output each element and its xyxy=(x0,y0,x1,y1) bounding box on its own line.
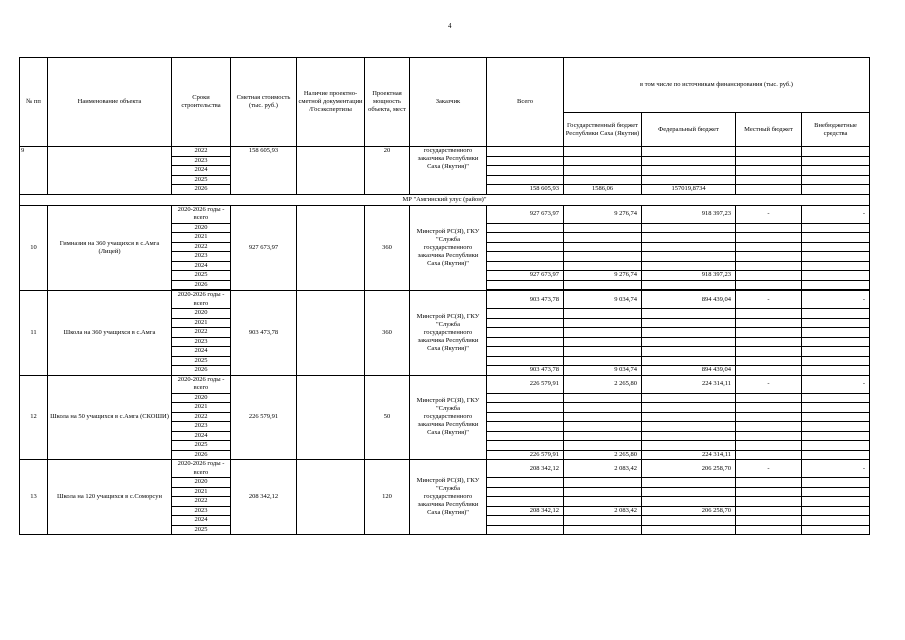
obj-year: 2024 xyxy=(172,516,231,526)
obj-design-docs xyxy=(297,375,365,460)
obj-year: 2020 xyxy=(172,478,231,488)
obj-year: 2020 xyxy=(172,393,231,403)
obj-extra: - xyxy=(802,375,870,393)
header-num: № пп xyxy=(20,58,48,147)
obj-cost: 903 473,78 xyxy=(231,291,297,376)
row9-year: 2024 xyxy=(172,166,231,176)
row9-year: 2026 xyxy=(172,185,231,195)
obj-state: 9 276,74 xyxy=(564,205,642,223)
obj-num: 13 xyxy=(20,460,48,535)
obj-year: 2021 xyxy=(172,487,231,497)
header-capacity: Проектная мощность объекта, мест xyxy=(365,58,410,147)
header-state-budget: Государственный бюджет Республики Саха (Якутия) xyxy=(564,113,642,147)
obj-year: 2026 xyxy=(172,450,231,460)
obj-state-year: 2 265,80 xyxy=(564,450,642,460)
obj-design-docs xyxy=(297,205,365,291)
obj-state-year: 9 276,74 xyxy=(564,271,642,281)
obj-name: Гимназия на 360 учащихся в с.Амга (Лицей) xyxy=(48,205,172,291)
header-local-budget: Местный бюджет xyxy=(736,113,802,147)
obj-state-year: 2 083,42 xyxy=(564,506,642,516)
obj-year: 2026 xyxy=(172,366,231,376)
obj-extra: - xyxy=(802,205,870,223)
row9-total-2026: 158 605,93 xyxy=(487,185,564,195)
obj-local: - xyxy=(736,460,802,478)
obj-extra: - xyxy=(802,291,870,309)
obj-year: 2021 xyxy=(172,403,231,413)
obj-period: 2020-2026 годы - всего xyxy=(172,460,231,478)
obj-cost: 208 342,12 xyxy=(231,460,297,535)
row9-year: 2022 xyxy=(172,147,231,157)
obj-local: - xyxy=(736,205,802,223)
obj-customer: Минстрой РС(Я), ГКУ "Служба государственного заказчика Республики Саха (Якутия)" xyxy=(410,460,487,535)
obj-year: 2025 xyxy=(172,441,231,451)
obj-name: Школа на 360 учащихся в с.Амга xyxy=(48,291,172,376)
header-customer: Заказчик xyxy=(410,58,487,147)
obj-federal-year: 224 314,11 xyxy=(642,450,736,460)
obj-period: 2020-2026 годы - всего xyxy=(172,291,231,309)
obj-year: 2021 xyxy=(172,233,231,243)
obj-design-docs xyxy=(297,291,365,376)
header-cost: Сметная стоимость (тыс. руб.) xyxy=(231,58,297,147)
obj-total-year: 903 473,78 xyxy=(487,366,564,376)
obj-federal-year: 918 397,23 xyxy=(642,271,736,281)
obj-extra: - xyxy=(802,460,870,478)
row9-year: 2023 xyxy=(172,156,231,166)
header-total: Всего xyxy=(487,58,564,147)
obj-year: 2023 xyxy=(172,422,231,432)
obj-state: 2 265,80 xyxy=(564,375,642,393)
obj-year: 2022 xyxy=(172,412,231,422)
obj-federal: 224 314,11 xyxy=(642,375,736,393)
row9-state-2026: 1586,06 xyxy=(564,185,642,195)
obj-year: 2020 xyxy=(172,223,231,233)
header-sources-group: в том числе по источникам финансирования (тыс. руб.) xyxy=(564,58,870,113)
row9-federal-2026: 157019,8734 xyxy=(642,185,736,195)
header-extrabudget: Внебюджетные средства xyxy=(802,113,870,147)
obj-total: 903 473,78 xyxy=(487,291,564,309)
obj-state-year: 9 034,74 xyxy=(564,366,642,376)
obj-federal-year: 206 258,70 xyxy=(642,506,736,516)
obj-year: 2022 xyxy=(172,497,231,507)
obj-federal: 894 439,04 xyxy=(642,291,736,309)
obj-customer: Минстрой РС(Я), ГКУ "Служба государственного заказчика Республики Саха (Якутия)" xyxy=(410,375,487,460)
obj-federal-year: 894 439,04 xyxy=(642,366,736,376)
obj-name: Школа на 50 учащихся в с.Амга (СКОШИ) xyxy=(48,375,172,460)
row9-customer: государственного заказчика Республики Саха (Якутия)" xyxy=(410,147,487,195)
obj-total-year: 226 579,91 xyxy=(487,450,564,460)
obj-design-docs xyxy=(297,460,365,535)
obj-year: 2025 xyxy=(172,356,231,366)
obj-total: 226 579,91 xyxy=(487,375,564,393)
obj-year: 2024 xyxy=(172,431,231,441)
row9-cost: 158 605,93 xyxy=(231,147,297,195)
obj-local: - xyxy=(736,291,802,309)
row9-year: 2025 xyxy=(172,175,231,185)
header-name: Наименование объекта xyxy=(48,58,172,147)
obj-num: 11 xyxy=(20,291,48,376)
obj-year: 2022 xyxy=(172,328,231,338)
obj-year: 2023 xyxy=(172,506,231,516)
obj-total: 208 342,12 xyxy=(487,460,564,478)
row9-capacity: 20 xyxy=(365,147,410,195)
obj-year: 2022 xyxy=(172,242,231,252)
obj-capacity: 360 xyxy=(365,291,410,376)
header-federal-budget: Федеральный бюджет xyxy=(642,113,736,147)
obj-num: 10 xyxy=(20,205,48,291)
obj-capacity: 50 xyxy=(365,375,410,460)
construction-objects-table xyxy=(19,57,870,535)
row9-design-docs xyxy=(297,147,365,195)
obj-year: 2025 xyxy=(172,525,231,535)
obj-name: Школа на 120 учащихся в с.Соморсун xyxy=(48,460,172,535)
obj-local: - xyxy=(736,375,802,393)
obj-total: 927 673,97 xyxy=(487,205,564,223)
header-design-docs: Наличие проектно-сметной документации /Госэкспертизы xyxy=(297,58,365,147)
obj-customer: Минстрой РС(Я), ГКУ "Служба государственного заказчика Республики Саха (Якутия)" xyxy=(410,205,487,291)
obj-year: 2023 xyxy=(172,252,231,262)
obj-period: 2020-2026 годы - всего xyxy=(172,205,231,223)
obj-state: 9 034,74 xyxy=(564,291,642,309)
header-terms: Сроки строительства xyxy=(172,58,231,147)
obj-num: 12 xyxy=(20,375,48,460)
obj-year: 2026 xyxy=(172,280,231,290)
obj-federal: 206 258,70 xyxy=(642,460,736,478)
obj-year: 2025 xyxy=(172,271,231,281)
obj-year: 2024 xyxy=(172,347,231,357)
obj-capacity: 120 xyxy=(365,460,410,535)
page-number: 4 xyxy=(448,22,452,30)
section-title: МР "Амгинский улус (район)" xyxy=(20,194,870,205)
obj-federal: 918 397,23 xyxy=(642,205,736,223)
row9-name xyxy=(48,147,172,195)
obj-state: 2 083,42 xyxy=(564,460,642,478)
obj-total-year: 927 673,97 xyxy=(487,271,564,281)
obj-year: 2023 xyxy=(172,337,231,347)
obj-cost: 226 579,91 xyxy=(231,375,297,460)
obj-total-year: 208 342,12 xyxy=(487,506,564,516)
obj-period: 2020-2026 годы - всего xyxy=(172,375,231,393)
obj-customer: Минстрой РС(Я), ГКУ "Служба государственного заказчика Республики Саха (Якутия)" xyxy=(410,291,487,376)
row9-num: 9 xyxy=(20,147,48,195)
obj-year: 2020 xyxy=(172,309,231,319)
obj-year: 2021 xyxy=(172,318,231,328)
obj-cost: 927 673,97 xyxy=(231,205,297,291)
obj-year: 2024 xyxy=(172,261,231,271)
obj-capacity: 360 xyxy=(365,205,410,291)
